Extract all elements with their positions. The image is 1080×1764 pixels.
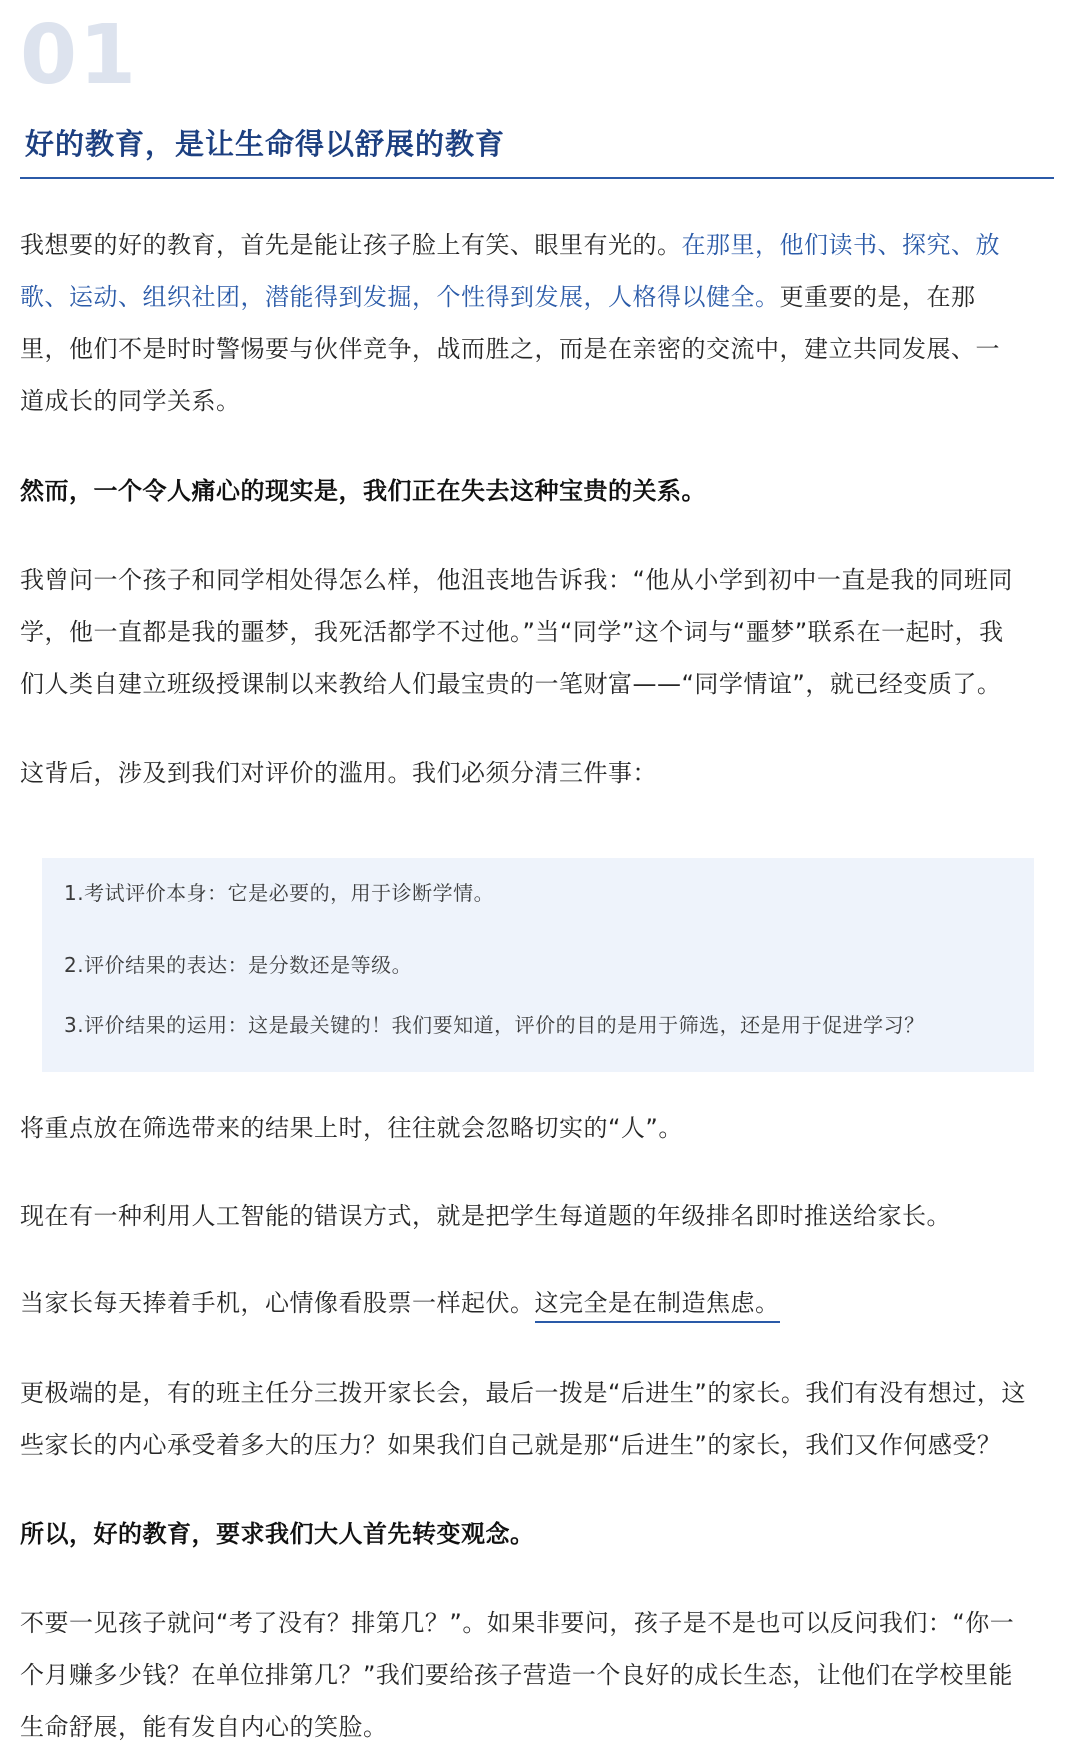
section-number: 01: [20, 8, 139, 103]
paragraph-3-line-3: 们人类自建立班级授课制以来教给人们最宝贵的一笔财富——“同学情谊”，就已经变质了。: [20, 670, 1002, 698]
callout-box: [42, 858, 1034, 1072]
paragraph-1-line-3: 里，他们不是时时警惕要与伙伴竞争，战而胜之，而是在亲密的交流中，建立共同发展、一: [20, 335, 1000, 363]
paragraph-4: 这背后，涉及到我们对评价的滥用。我们必须分清三件事：: [20, 759, 657, 787]
paragraph-text: 当家长每天捧着手机，心情像看股票一样起伏。: [20, 1289, 535, 1317]
paragraph-10-line-2: 个月赚多少钱？在单位排第几？”我们要给孩子营造一个良好的成长生态，让他们在学校里能: [20, 1661, 1013, 1689]
callout-item: 1.考试评价本身：它是必要的，用于诊断学情。: [64, 881, 495, 905]
paragraph-text: 更重要的是，在那: [779, 283, 976, 311]
paragraph-6: 现在有一种利用人工智能的错误方式，就是把学生每道题的年级排名即时推送给家长。: [20, 1202, 951, 1230]
paragraph-text: 我想要的好的教育，首先是能让孩子脸上有笑、眼里有光的。: [20, 231, 682, 259]
paragraph-1-line-1: [20, 219, 1060, 272]
highlighted-text: 歌、运动、组织社团，潜能得到发掘，个性得到发展，人格得以健全。: [20, 283, 780, 311]
paragraph-3-line-2: 学，他一直都是我的噩梦，我死活都学不过他。”当“同学”这个词与“噩梦”联系在一起时，我: [20, 618, 1004, 646]
paragraph-1-line-4: 道成长的同学关系。: [20, 387, 241, 415]
paragraph-8-line-1: 更极端的是，有的班主任分三拨开家长会，最后一拨是“后进生”的家长。我们有没有想过，这: [20, 1379, 1026, 1407]
paragraph-3-line-1: 我曾问一个孩子和同学相处得怎么样，他沮丧地告诉我：“他从小学到初中一直是我的同班同: [20, 566, 1013, 594]
paragraph-1-line-2: [20, 271, 1060, 324]
paragraph-9-bold: 所以，好的教育，要求我们大人首先转变观念。: [20, 1520, 535, 1548]
callout-item: 3.评价结果的运用：这是最关键的！我们要知道，评价的目的是用于筛选，还是用于促进学习？: [64, 1013, 925, 1037]
highlighted-text: 在那里，他们读书、探究、放: [681, 231, 1000, 259]
paragraph-10-line-3: 生命舒展，能有发自内心的笑脸。: [20, 1713, 388, 1741]
title-divider: [20, 177, 1054, 179]
paragraph-8-line-2: 些家长的内心承受着多大的压力？如果我们自己就是那“后进生”的家长，我们又作何感受？: [20, 1431, 1002, 1459]
paragraph-2-bold: 然而，一个令人痛心的现实是，我们正在失去这种宝贵的关系。: [20, 477, 706, 505]
underlined-text: 这完全是在制造焦虑。: [535, 1289, 780, 1323]
section-title: 好的教育，是让生命得以舒展的教育: [25, 127, 506, 161]
callout-item: 2.评价结果的表达：是分数还是等级。: [64, 953, 413, 977]
paragraph-7: [20, 1277, 1060, 1330]
paragraph-5: 将重点放在筛选带来的结果上时，往往就会忽略切实的“人”。: [20, 1114, 683, 1142]
paragraph-10-line-1: 不要一见孩子就问“考了没有？排第几？”。如果非要问，孩子是不是也可以反问我们：“你一: [20, 1609, 1015, 1637]
